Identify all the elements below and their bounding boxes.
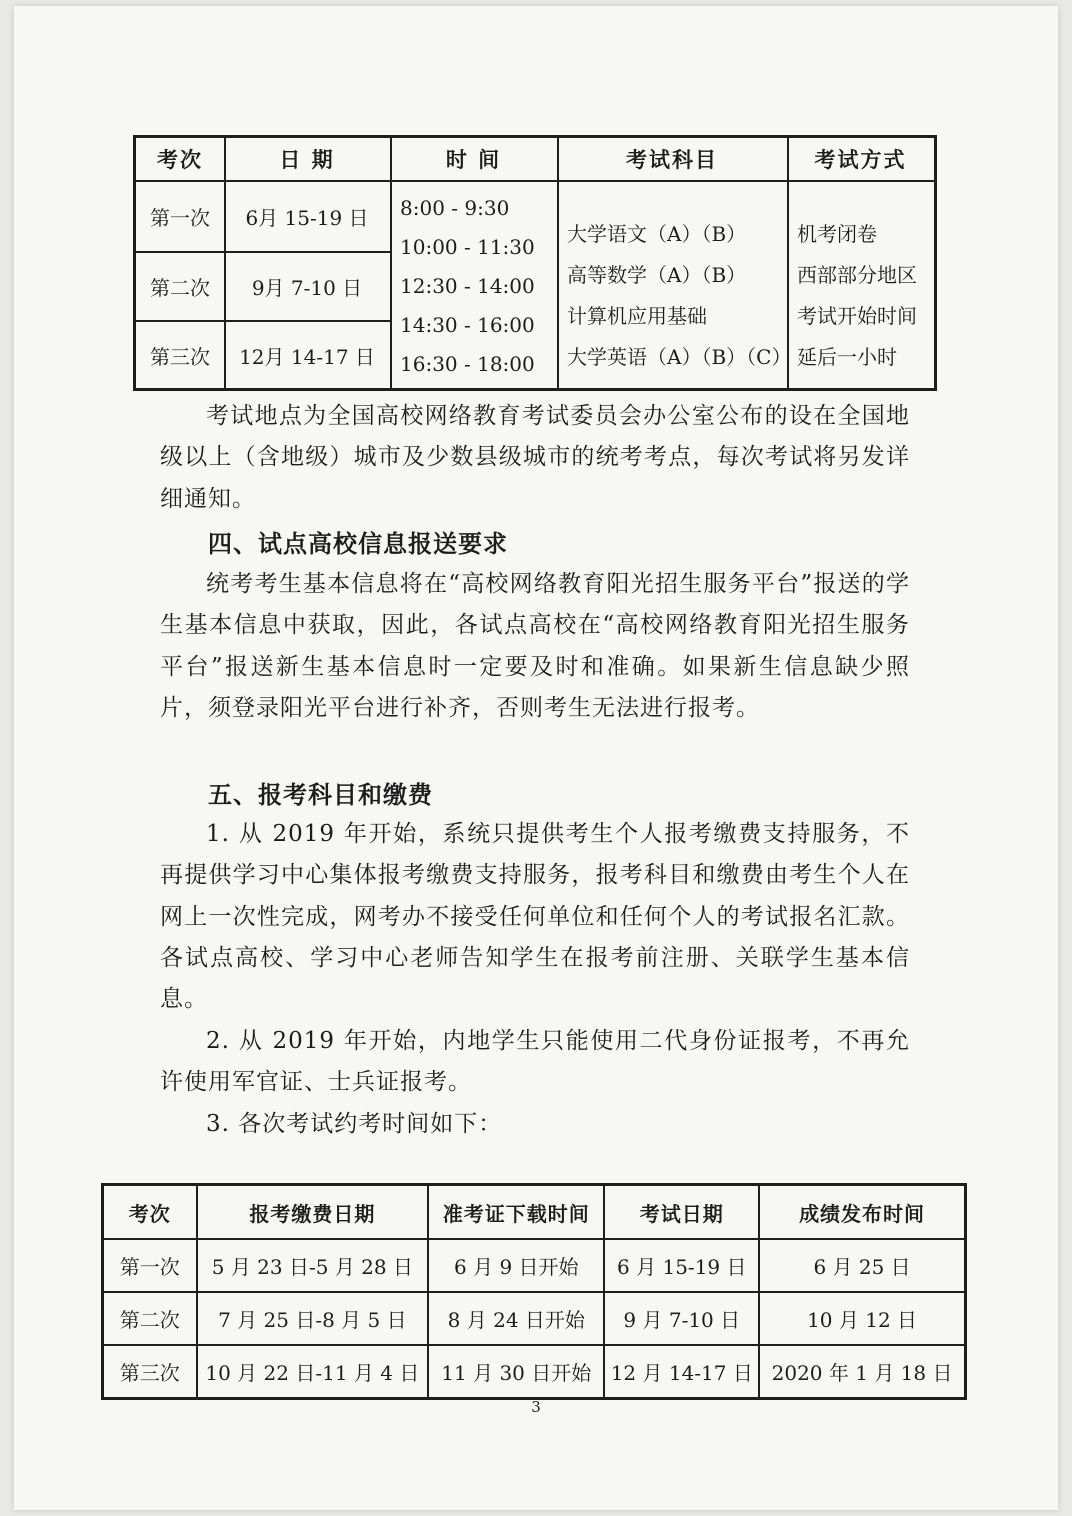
time-slot: 12:30 - 14:00 [400, 274, 535, 298]
subject-item: 计算机应用基础 [567, 304, 707, 328]
time-slot: 8:00 - 9:30 [400, 196, 510, 220]
info-submission-paragraph: 统考考生基本信息将在“高校网络教育阳光招生服务平台”报送的学生基本信息中获取，因此，各试点高校在“高校网络教育阳光招生服务平台”报送新生基本信息时一定要及时和准确。如果新生信息缺少照片，须登录阳光平台进行补齐，否则考生无法进行报考。 [160, 571, 910, 721]
admission-download-cell: 11 月 30 日开始 [428, 1345, 604, 1399]
result-date-cell: 2020 年 1 月 18 日 [759, 1345, 965, 1399]
session-cell: 第一次 [103, 1239, 197, 1292]
time-slot-list [400, 196, 535, 376]
exam-date-cell: 6 月 15-19 日 [604, 1239, 759, 1292]
time-slot: 14:30 - 16:00 [400, 313, 535, 337]
exam-location-paragraph: 考试地点为全国高校网络教育考试委员会办公室公布的设在全国地级以上（含地级）城市及少数县级城市的统考考点，每次考试将另发详细通知。 [160, 403, 910, 512]
fee-item-2-paragraph: 2. 从 2019 年开始，内地学生只能使用二代身份证报考，不再允许使用军官证、士兵证报考。 [160, 1028, 910, 1096]
subject-item: 大学英语（A）（B）（C） [567, 345, 792, 369]
fee-date-cell: 7 月 25 日-8 月 5 日 [197, 1292, 429, 1345]
section-heading-4: 四、试点高校信息报送要求 [208, 530, 508, 558]
table-row [103, 1239, 966, 1292]
time-slot: 10:00 - 11:30 [400, 235, 535, 259]
header-session: 考次 [157, 147, 203, 172]
date-cell: 9月 7-10 日 [251, 276, 363, 300]
session-cell: 第三次 [103, 1345, 197, 1399]
fee-item-1-paragraph: 1. 从 2019 年开始，系统只提供考生个人报考缴费支持服务，不再提供学习中心集体报考缴费支持服务，报考科目和缴费由考生个人在网上一次性完成，网考办不接受任何单位和任何个人的考试报名汇款。各试点高校、学习中心老师告知学生在报考前注册、关联学生基本信息。 [160, 821, 910, 1013]
registration-timeline-table [101, 1183, 967, 1400]
header-date: 日 期 [279, 147, 335, 172]
method-item: 延后一小时 [797, 345, 897, 369]
header-fee-date: 报考缴费日期 [197, 1185, 429, 1240]
exam-schedule-table [133, 135, 937, 391]
result-date-cell: 6 月 25 日 [759, 1239, 965, 1292]
page-number: 3 [531, 1398, 541, 1416]
table-row [103, 1345, 966, 1399]
fee-date-cell: 5 月 23 日-5 月 28 日 [197, 1239, 429, 1292]
header-method: 考试方式 [814, 147, 907, 172]
subject-item: 高等数学（A）（B） [567, 263, 747, 287]
table-header-row [103, 1185, 966, 1240]
method-item: 西部部分地区 [797, 263, 917, 287]
fee-item-3-paragraph: 3. 各次考试约考时间如下： [206, 1111, 503, 1137]
session-cell: 第二次 [150, 276, 210, 300]
date-cell: 12月 14-17 日 [239, 344, 375, 369]
header-result-date: 成绩发布时间 [759, 1185, 965, 1240]
method-item: 考试开始时间 [797, 304, 917, 328]
exam-date-cell: 12 月 14-17 日 [604, 1345, 759, 1399]
header-time: 时 间 [445, 147, 502, 172]
session-cell: 第二次 [103, 1292, 197, 1345]
session-cell: 第一次 [150, 206, 210, 230]
section-heading-5: 五、报考科目和缴费 [208, 781, 433, 809]
date-cell: 6月 15-19 日 [245, 206, 369, 230]
admission-download-cell: 6 月 9 日开始 [428, 1239, 604, 1292]
subject-list [567, 218, 791, 370]
header-exam-date: 考试日期 [604, 1185, 759, 1240]
exam-date-cell: 9 月 7-10 日 [604, 1292, 759, 1345]
method-item: 机考闭卷 [797, 222, 877, 246]
header-session: 考次 [103, 1185, 197, 1240]
fee-date-cell: 10 月 22 日-11 月 4 日 [197, 1345, 429, 1399]
header-subject: 考试科目 [626, 147, 718, 172]
session-cell: 第三次 [150, 344, 210, 369]
time-slot: 16:30 - 18:00 [400, 352, 535, 376]
method-list [797, 218, 917, 370]
subject-item: 大学语文（A）（B） [567, 222, 747, 246]
header-admission-download: 准考证下载时间 [428, 1185, 604, 1240]
admission-download-cell: 8 月 24 日开始 [428, 1292, 604, 1345]
result-date-cell: 10 月 12 日 [759, 1292, 965, 1345]
table-row [103, 1292, 966, 1345]
